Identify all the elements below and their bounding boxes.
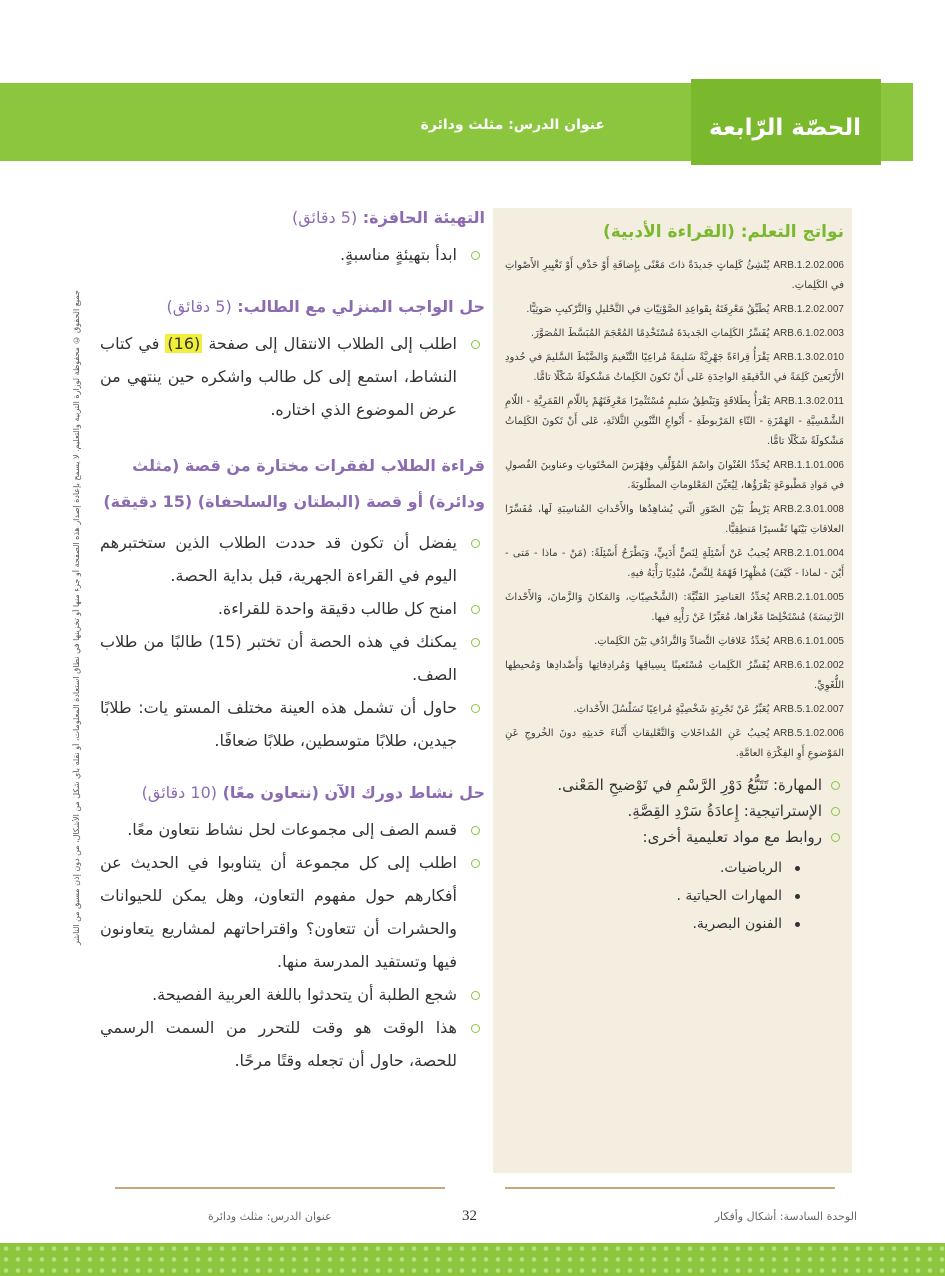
outcome-item bbox=[505, 656, 844, 696]
list-item: ابدأ بتهيئةٍ مناسبةٍ. bbox=[100, 238, 485, 271]
footer-divider bbox=[505, 1187, 835, 1189]
list-item: يفضل أن تكون قد حددت الطلاب الذين ستختبرهم اليوم في القراءة الجهرية، قبل بداية الحصة. bbox=[100, 526, 485, 592]
reading-list bbox=[100, 526, 485, 757]
footer-divider bbox=[115, 1187, 445, 1189]
decorative-bottom-strip bbox=[0, 1243, 945, 1276]
warmup-list bbox=[100, 238, 485, 271]
outcome-code: ARB.2.1.01.004 bbox=[773, 548, 844, 559]
page-header bbox=[0, 83, 913, 161]
list-item: امنح كل طالب دقيقة واحدة للقراءة. bbox=[100, 592, 485, 625]
outcome-text: يَقْرَأُ بِطَلاقَةٍ وَيَنْطِقُ سَليمٍ مُسْتَثْمِرًا مَعْرِفَتَهُمْ بِاللّامِ القَمَرِيَّةِ - اللّامِ الشَّمْسِيَّةِ - الهَمْزَةِ - التّاءِ المَرْبوطَةِ - أَنْواعِ التَّنْوينِ الثَّلاثَةِ، عَلى أَنْ تَكونَ الكَلِماتُ مَشْكولَةً شَكْلًا تامًّا. bbox=[505, 396, 844, 447]
section-title-text: حل نشاط دورك الآن (نتعاون معًا) bbox=[222, 783, 485, 802]
outcome-text: يُعَبِّرُ عَنْ تَجْرِبَةٍ شَخْصِيَّةٍ مُراعِيًا تَسَلْسُلَ الأَحْداثِ. bbox=[573, 704, 770, 715]
outcome-code: ARB.6.1.02.002 bbox=[773, 660, 844, 671]
lesson-procedures bbox=[100, 204, 485, 1077]
outcome-text: يُحَدِّدُ عَلاقاتِ التَّضادِّ وَالتَّرادُفِ بَيْنَ الكَلِماتِ. bbox=[594, 636, 770, 647]
outcome-code: ARB.5.1.02.007 bbox=[773, 704, 844, 715]
link-item: المهارات الحياتية . bbox=[505, 882, 822, 910]
outcome-code: ARB.6.1.02.003 bbox=[773, 328, 844, 339]
homework-list bbox=[100, 327, 485, 426]
outcome-code: ARB.1.3.02.010 bbox=[773, 352, 844, 363]
outcome-text: يُنْشِئُ كَلِماتٍ جَديدَةً ذاتَ مَعْنًى بِإِضافَةِ أَوْ حَذْفِ أَوْ تَغْيِيرِ الأَصْواتِ في الكَلِماتِ. bbox=[505, 260, 844, 291]
list-item: قسم الصف إلى مجموعات لحل نشاط نتعاون معًا. bbox=[100, 813, 485, 846]
outcome-text: يُجيبُ عَنْ أَسْئِلَةٍ لِنَصٍّ أَدَبِيٍّ، وَيَطْرَحُ أَسْئِلَةً: (مَنْ - ماذا - مَتى - أَيْنَ - لماذا - كَيْفَ) مُظْهِرًا فَهْمَهُ لِلنَّصِّ، مُبْدِيًا رَأْيَهُ فيهِ. bbox=[505, 548, 844, 579]
homework-text: اطلب إلى الطلاب الانتقال إلى صفحة bbox=[208, 334, 458, 353]
page-number: 32 bbox=[462, 1208, 477, 1224]
outcome-code: ARB.2.3.01.008 bbox=[773, 504, 844, 515]
outcome-item bbox=[505, 324, 844, 344]
page-highlight: (16) bbox=[167, 334, 201, 353]
section-title-text: التهيئة الحافزة: bbox=[362, 208, 485, 227]
skill-item: المهارة: تَتَبُّعُ دَوْرِ الرَّسْمِ في تَوْضيحِ المَعْنى. bbox=[505, 772, 844, 798]
sidebar-bullets bbox=[505, 772, 844, 938]
outcome-text: يَقْرَأُ قِراءَةً جَهْرِيَّةً سَليمَةً مُراعِيًا التَّنْغيمَ وَالضَّبْطَ السَّليمَ في حُدودِ الأَرْبَعينَ كَلِمَةً في الدَّقيقَةِ الواحِدَةِ عَلى أَنْ تَكونَ الكَلِماتُ مَشْكولَةً شَكْلًا تامًّا. bbox=[505, 352, 844, 383]
outcome-item bbox=[505, 700, 844, 720]
outcome-item bbox=[505, 500, 844, 540]
section-title-text: حل الواجب المنزلي مع الطالب: bbox=[237, 297, 485, 316]
list-item: يمكنك في هذه الحصة أن تختبر (15) طالبًا من طلاب الصف. bbox=[100, 625, 485, 691]
outcome-text: يُطَبِّقُ مَعْرِفَتَهُ بِقَواعِدِ الصَّوْتِيّاتِ في التَّحْليلِ وَالتَّرْكيبِ صَوتِيًّا. bbox=[526, 304, 770, 315]
list-item: اطلب إلى كل مجموعة أن يتناوبوا في الحديث عن أفكارهم حول مفهوم التعاون، وهل يمكن للحيوانات والحشرات أن تتعاون؟ واقتراحاتهم لمشاريع يتعاونون فيها وتستفيد المدرسة منها. bbox=[100, 846, 485, 978]
links-item bbox=[505, 824, 844, 938]
outcome-text: يُحَدِّدُ العُنْوانَ واسْمَ المُؤَلِّفِ وفِهْرَسَ المحْتَوياتِ وعناوينَ الفُصولِ في مَوادِ مَطْبوعَةٍ يَقْرَؤُها، لِيُعَيِّنَ المَعْلوماتِ المطْلوبَةَ. bbox=[505, 460, 844, 491]
outcome-item bbox=[505, 544, 844, 584]
outcome-text: يُجيبُ عَنِ المُداخَلاتِ وَالتَّعْليقاتِ أَثْناءَ حَديثِهِ دونَ الخُروجِ عَنِ المَوْضوعِ أَوِ الفِكْرَةِ العامَّةِ. bbox=[505, 728, 844, 759]
outcome-item bbox=[505, 256, 844, 296]
outcome-item bbox=[505, 456, 844, 496]
outcome-code: ARB.6.1.01.005 bbox=[773, 636, 844, 647]
outcome-text: يَرْبِطُ بَيْنَ الصّوَرِ الّتي يُشاهِدُها والأَحْداثِ المُناسِبَةِ لَها، مُفَسِّرًا العلاقاتِ بَيْنَها تَفْسيرًا مَنطِقِيًّا. bbox=[505, 504, 844, 535]
outcome-code: ARB.1.1.01.006 bbox=[773, 460, 844, 471]
section-warmup-title bbox=[100, 204, 485, 232]
links-label: روابط مع مواد تعليمية أخرى: bbox=[642, 828, 822, 846]
learning-outcomes-panel bbox=[493, 208, 852, 1173]
section-duration: (10 دقائق) bbox=[141, 783, 217, 802]
section-duration: (5 دقائق) bbox=[291, 208, 358, 227]
footer-unit: الوحدة السادسة: أشكال وأفكار bbox=[714, 1210, 857, 1223]
link-item: الفنون البصرية. bbox=[505, 910, 822, 938]
list-item: هذا الوقت هو وقت للتحرر من السمت الرسمي للحصة، حاول أن تجعله وقتًا مرحًا. bbox=[100, 1011, 485, 1077]
list-item: شجع الطلبة أن يتحدثوا باللغة العربية الفصيحة. bbox=[100, 978, 485, 1011]
outcome-code: ARB.1.2.02.006 bbox=[773, 260, 844, 271]
section-reading-title: قراءة الطلاب لفقرات مختارة من قصة (مثلث ودائرة) أو قصة (البطتان والسلحفاة) (15 دقيقة) bbox=[103, 456, 485, 511]
activity-list bbox=[100, 813, 485, 1077]
section-duration: (5 دقائق) bbox=[166, 297, 232, 316]
outcome-text: يُفَسِّرُ الكَلِماتِ مُسْتَعينًا بِسِياقِها وَمُرادِفاتِها وَأَضْدادِها وَمُحيطِها اللُّغَوِيِّ. bbox=[505, 660, 844, 691]
outcome-item bbox=[505, 348, 844, 388]
homework-text: في كتاب النشاط، استمع إلى كل طالب واشكره حين ينتهي من عرض الموضوع الذي اختاره. bbox=[100, 334, 457, 419]
lesson-period-title: الحصّة الرّابعة bbox=[709, 115, 861, 141]
links-list bbox=[505, 854, 822, 938]
outcome-code: ARB.2.1.01.005 bbox=[773, 592, 844, 603]
outcome-code: ARB.5.1.02.006 bbox=[773, 728, 844, 739]
outcome-code: ARB.1.2.02.007 bbox=[773, 304, 844, 315]
copyright-notice: جميع الحقوق © محفوظة لوزارة التربية والتعليم. لا يسمح بإعادة إصدار هذه الصفحة أو جزء منها أو تخزينها في نطاق استعادة المعلومات، أو نقله بأي شكل من الأشكال، من دون إذن مسبق من الناشر bbox=[72, 290, 81, 945]
outcome-item bbox=[505, 724, 844, 764]
link-item: الرياضيات. bbox=[505, 854, 822, 882]
lesson-title: عنوان الدرس: مثلث ودائرة bbox=[420, 117, 605, 133]
outcomes-heading: نواتج التعلم: (القراءة الأدبية) bbox=[602, 222, 844, 242]
strategy-item: الإستراتيجية: إِعادَةُ سَرْدِ القِصَّةِ. bbox=[505, 798, 844, 824]
outcome-item bbox=[505, 392, 844, 452]
outcome-item bbox=[505, 588, 844, 628]
outcome-text: يُحَدِّدُ العَناصِرَ الفَنِّيَّةَ: (الشَّخْصِيّاتِ، وَالمَكانَ وَالزَّمانَ، وَالأَحْداثَ الرَّئيسَةَ) مُسْتَخْلِصًا مَغْزاها، مُعَبِّرًا عَنْ رَأْيِهِ فيها. bbox=[505, 592, 844, 623]
outcome-text: يُفَسِّرُ الكَلِماتِ الجَديدَةَ مُسْتَخْدِمًا المُعْجَمَ المُبَسَّطَ المُصَوَّرَ. bbox=[530, 328, 770, 339]
section-activity-title bbox=[100, 779, 485, 807]
footer-lesson: عنوان الدرس: مثلث ودائرة bbox=[208, 1210, 332, 1223]
outcomes-list bbox=[505, 256, 844, 764]
outcome-item bbox=[505, 632, 844, 652]
section-homework-title bbox=[100, 293, 485, 321]
outcome-code: ARB.1.3.02.011 bbox=[774, 396, 844, 407]
list-item: حاول أن تشمل هذه العينة مختلف المستو يات: طلابًا جيدين، طلابًا متوسطين، طلابًا ضعافًا. bbox=[100, 691, 485, 757]
outcome-item bbox=[505, 300, 844, 320]
list-item bbox=[100, 327, 485, 426]
